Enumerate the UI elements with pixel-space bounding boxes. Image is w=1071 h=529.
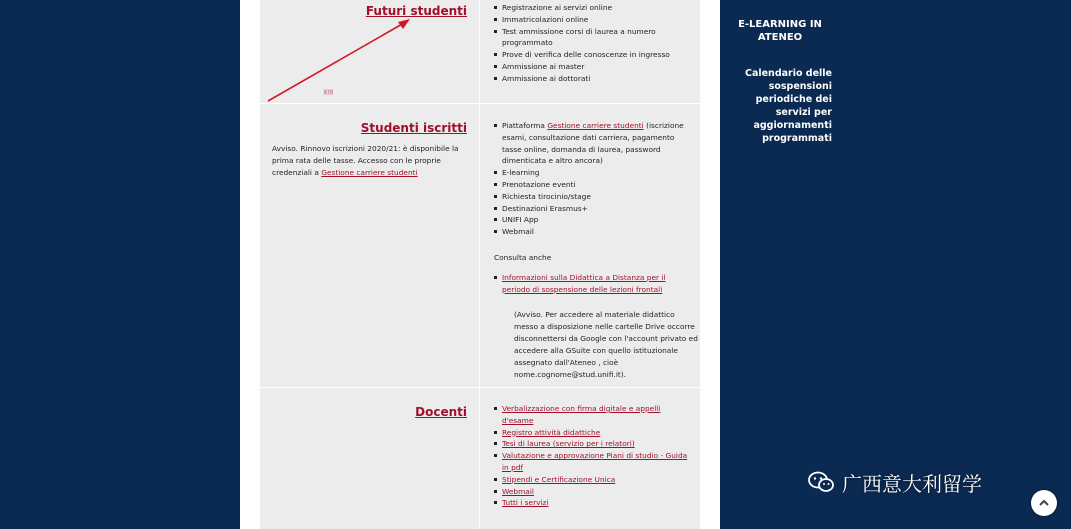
iscritti-avviso-note: Avviso. Rinnovo iscrizioni 2020/21: è disponibile la prima rata delle tasse. Accesso con le proprie credenziali a Gestione carriere studenti [272,144,459,177]
wechat-icon [808,471,834,493]
list-item[interactable] [494,272,694,296]
futuri-left-column [260,0,480,103]
wechat-account-name: 广西意大利留学 [842,471,982,496]
list-item: Piattaforma Gestione carriere studenti (iscrizione esami, consultazione dati carriera, pagamento tasse online, domanda di laurea, password dimenticata e altro ancora) [494,120,694,167]
consulta-anche-label: Consulta anche [494,253,552,262]
iscritti-left-column [260,104,480,387]
list-item[interactable]: Ammissione ai dottorati [494,73,694,85]
right-sidebar [720,0,1071,529]
studenti-iscritti-link[interactable]: Studenti iscritti [360,121,467,135]
e-learning-heading[interactable]: E-LEARNING IN ATENEO [738,19,822,43]
docenti-right-column [481,388,700,529]
docenti-services-list [494,403,694,497]
gestione-carriere-link[interactable]: Gestione carriere studenti [321,168,418,177]
section-futuri-studenti [260,0,700,103]
wechat-watermark [808,469,982,495]
section-docenti [260,388,700,529]
didattica-distanza-link[interactable]: Informazioni sulla Didattica a Distanza per il periodo di sospensione delle lezioni frontali [502,273,666,294]
iscritti-right-column [481,104,700,387]
tutti-servizi-link[interactable]: Tutti i servizi [502,498,549,507]
list-item[interactable]: Valutazione e approvazione Piani di studio - Guida in pdf [494,450,694,474]
futuri-studenti-link[interactable]: Futuri studenti [365,4,467,18]
futuri-right-column [481,0,700,103]
calendario-link[interactable]: Calendario delle sospensioni periodiche dei servizi per aggiornamenti programmati [744,68,832,144]
list-item[interactable]: Ammissione ai master [494,61,694,73]
list-item[interactable]: Webmail [494,226,694,238]
list-item[interactable] [494,497,694,509]
futuri-services-list [494,2,694,85]
list-item[interactable]: Webmail [494,486,694,498]
iscritti-services-list [494,120,694,238]
list-item[interactable]: UNIFI App [494,214,694,226]
docenti-left-column [260,388,480,529]
gestione-carriere-studenti-link[interactable]: Gestione carriere studenti [547,121,644,130]
red-arrow-annotation [260,0,480,103]
docenti-link[interactable]: Docenti [415,405,467,419]
list-item[interactable]: Destinazioni Erasmus+ [494,203,694,215]
list-item[interactable]: Test ammissione corsi di laurea a numero programmato [494,26,694,50]
list-item[interactable]: Prove di verifica delle conoscenze in ingresso [494,49,694,61]
list-item[interactable]: Registro attività didattiche [494,427,694,439]
list-item[interactable]: Stipendi e Certificazione Unica [494,474,694,486]
list-item[interactable]: Tesi di laurea (servizio per i relatori) [494,438,694,450]
section-studenti-iscritti [260,104,700,387]
consulta-list [494,272,694,296]
list-item[interactable]: Registrazione ai servizi online [494,2,694,14]
tutti-servizi-list [494,497,694,509]
list-item[interactable]: Immatricolazioni online [494,14,694,26]
annotation-mark: 见图 [323,90,334,96]
list-item[interactable]: E-learning [494,167,694,179]
list-item[interactable]: Richiesta tirocinio/stage [494,191,694,203]
drive-avviso-note: (Avviso. Per accedere al materiale didattico messo a disposizione nelle cartelle Drive occorre disconnettersi da Google con l'account privato ed accedere alla GSuite con quello istituzionale assegnato dall'Ateneo , cioè nome.cognome@stud.unifi.it). [514,310,698,379]
scroll-top-button[interactable] [1031,490,1057,516]
list-item[interactable]: Verbalizzazione con firma digitale e appelli d'esame [494,403,694,427]
main-content [240,0,720,529]
list-item[interactable]: Prenotazione eventi [494,179,694,191]
chevron-up-icon [1037,496,1051,510]
